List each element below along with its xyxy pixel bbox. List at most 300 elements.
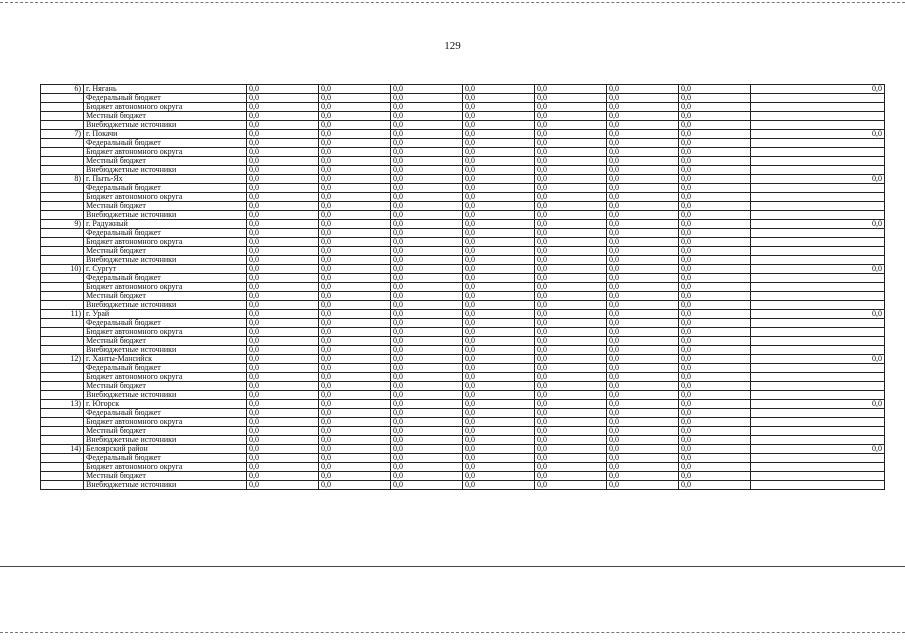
value-cell: 0,0 <box>607 373 679 382</box>
value-cell: 0,0 <box>391 166 463 175</box>
table-row-source <box>41 121 885 130</box>
value-cell: 0,0 <box>391 229 463 238</box>
total-cell: 0,0 <box>751 130 885 139</box>
value-cell: 0,0 <box>535 94 607 103</box>
row-number-empty <box>41 472 84 481</box>
table-row-municipality <box>41 175 885 184</box>
value-cell: 0,0 <box>247 454 319 463</box>
table-row-source <box>41 166 885 175</box>
value-cell: 0,0 <box>679 346 751 355</box>
value-cell: 0,0 <box>607 418 679 427</box>
value-cell: 0,0 <box>607 103 679 112</box>
row-number-empty <box>41 238 84 247</box>
funding-source-label: Местный бюджет <box>84 427 247 436</box>
total-cell-empty <box>751 418 885 427</box>
value-cell: 0,0 <box>463 139 535 148</box>
value-cell: 0,0 <box>391 373 463 382</box>
value-cell: 0,0 <box>391 427 463 436</box>
value-cell: 0,0 <box>247 400 319 409</box>
value-cell: 0,0 <box>463 220 535 229</box>
total-cell-empty <box>751 148 885 157</box>
value-cell: 0,0 <box>607 274 679 283</box>
value-cell: 0,0 <box>607 94 679 103</box>
value-cell: 0,0 <box>535 202 607 211</box>
value-cell: 0,0 <box>535 319 607 328</box>
table-row-source <box>41 193 885 202</box>
value-cell: 0,0 <box>535 139 607 148</box>
value-cell: 0,0 <box>535 409 607 418</box>
value-cell: 0,0 <box>607 121 679 130</box>
value-cell: 0,0 <box>679 202 751 211</box>
value-cell: 0,0 <box>391 139 463 148</box>
funding-source-label: Внебюджетные источники <box>84 166 247 175</box>
value-cell: 0,0 <box>247 283 319 292</box>
value-cell: 0,0 <box>247 130 319 139</box>
value-cell: 0,0 <box>247 391 319 400</box>
value-cell: 0,0 <box>679 238 751 247</box>
table-row-source <box>41 112 885 121</box>
table-row-municipality <box>41 400 885 409</box>
value-cell: 0,0 <box>679 409 751 418</box>
page-number: 129 <box>444 40 461 52</box>
value-cell: 0,0 <box>247 409 319 418</box>
value-cell: 0,0 <box>463 193 535 202</box>
value-cell: 0,0 <box>535 157 607 166</box>
table-row-source <box>41 481 885 490</box>
table-row-source <box>41 436 885 445</box>
value-cell: 0,0 <box>319 355 391 364</box>
value-cell: 0,0 <box>463 481 535 490</box>
value-cell: 0,0 <box>391 364 463 373</box>
municipality-name: г. Покачи <box>84 130 247 139</box>
value-cell: 0,0 <box>391 184 463 193</box>
value-cell: 0,0 <box>391 130 463 139</box>
total-cell-empty <box>751 364 885 373</box>
value-cell: 0,0 <box>319 166 391 175</box>
total-cell: 0,0 <box>751 310 885 319</box>
value-cell: 0,0 <box>607 337 679 346</box>
table-row-source <box>41 337 885 346</box>
value-cell: 0,0 <box>535 472 607 481</box>
value-cell: 0,0 <box>607 283 679 292</box>
value-cell: 0,0 <box>247 103 319 112</box>
row-number-empty <box>41 454 84 463</box>
value-cell: 0,0 <box>535 346 607 355</box>
total-cell-empty <box>751 94 885 103</box>
value-cell: 0,0 <box>391 283 463 292</box>
scan-edge-bottom <box>0 632 905 633</box>
value-cell: 0,0 <box>607 463 679 472</box>
row-number-empty <box>41 481 84 490</box>
row-number: 13) <box>41 400 84 409</box>
funding-source-label: Внебюджетные источники <box>84 256 247 265</box>
table-row-source <box>41 319 885 328</box>
value-cell: 0,0 <box>679 319 751 328</box>
value-cell: 0,0 <box>607 454 679 463</box>
funding-source-label: Бюджет автономного округа <box>84 373 247 382</box>
value-cell: 0,0 <box>463 472 535 481</box>
row-number-empty <box>41 193 84 202</box>
value-cell: 0,0 <box>319 409 391 418</box>
value-cell: 0,0 <box>679 166 751 175</box>
value-cell: 0,0 <box>535 373 607 382</box>
value-cell: 0,0 <box>607 427 679 436</box>
value-cell: 0,0 <box>535 310 607 319</box>
value-cell: 0,0 <box>319 247 391 256</box>
total-cell-empty <box>751 238 885 247</box>
value-cell: 0,0 <box>463 445 535 454</box>
row-number-empty <box>41 427 84 436</box>
table-row-source <box>41 301 885 310</box>
value-cell: 0,0 <box>463 436 535 445</box>
row-number: 14) <box>41 445 84 454</box>
value-cell: 0,0 <box>319 157 391 166</box>
value-cell: 0,0 <box>319 274 391 283</box>
value-cell: 0,0 <box>247 238 319 247</box>
value-cell: 0,0 <box>319 427 391 436</box>
row-number-empty <box>41 256 84 265</box>
value-cell: 0,0 <box>463 211 535 220</box>
value-cell: 0,0 <box>535 427 607 436</box>
value-cell: 0,0 <box>607 346 679 355</box>
value-cell: 0,0 <box>247 112 319 121</box>
total-cell-empty <box>751 211 885 220</box>
value-cell: 0,0 <box>535 481 607 490</box>
value-cell: 0,0 <box>319 373 391 382</box>
value-cell: 0,0 <box>679 301 751 310</box>
row-number-empty <box>41 121 84 130</box>
value-cell: 0,0 <box>391 193 463 202</box>
value-cell: 0,0 <box>463 175 535 184</box>
value-cell: 0,0 <box>247 382 319 391</box>
funding-source-label: Бюджет автономного округа <box>84 463 247 472</box>
value-cell: 0,0 <box>607 193 679 202</box>
value-cell: 0,0 <box>391 391 463 400</box>
value-cell: 0,0 <box>679 256 751 265</box>
value-cell: 0,0 <box>607 202 679 211</box>
value-cell: 0,0 <box>535 400 607 409</box>
funding-source-label: Внебюджетные источники <box>84 346 247 355</box>
value-cell: 0,0 <box>535 364 607 373</box>
funding-source-label: Местный бюджет <box>84 337 247 346</box>
value-cell: 0,0 <box>247 148 319 157</box>
value-cell: 0,0 <box>319 445 391 454</box>
value-cell: 0,0 <box>607 247 679 256</box>
value-cell: 0,0 <box>535 328 607 337</box>
value-cell: 0,0 <box>607 301 679 310</box>
value-cell: 0,0 <box>319 310 391 319</box>
value-cell: 0,0 <box>679 103 751 112</box>
value-cell: 0,0 <box>463 157 535 166</box>
value-cell: 0,0 <box>607 391 679 400</box>
value-cell: 0,0 <box>607 292 679 301</box>
row-number-empty <box>41 184 84 193</box>
table-row-source <box>41 391 885 400</box>
value-cell: 0,0 <box>607 319 679 328</box>
value-cell: 0,0 <box>463 112 535 121</box>
value-cell: 0,0 <box>391 274 463 283</box>
value-cell: 0,0 <box>535 112 607 121</box>
value-cell: 0,0 <box>607 229 679 238</box>
value-cell: 0,0 <box>319 418 391 427</box>
value-cell: 0,0 <box>247 247 319 256</box>
total-cell-empty <box>751 427 885 436</box>
total-cell-empty <box>751 184 885 193</box>
total-cell-empty <box>751 463 885 472</box>
value-cell: 0,0 <box>679 292 751 301</box>
value-cell: 0,0 <box>247 481 319 490</box>
table-row-source <box>41 238 885 247</box>
row-number-empty <box>41 301 84 310</box>
total-cell: 0,0 <box>751 265 885 274</box>
value-cell: 0,0 <box>247 157 319 166</box>
funding-source-label: Бюджет автономного округа <box>84 193 247 202</box>
value-cell: 0,0 <box>679 229 751 238</box>
table-body <box>41 85 885 490</box>
value-cell: 0,0 <box>463 301 535 310</box>
row-number-empty <box>41 274 84 283</box>
value-cell: 0,0 <box>679 265 751 274</box>
value-cell: 0,0 <box>679 472 751 481</box>
row-number-empty <box>41 157 84 166</box>
value-cell: 0,0 <box>607 445 679 454</box>
total-cell-empty <box>751 103 885 112</box>
funding-source-label: Федеральный бюджет <box>84 319 247 328</box>
table-row-source <box>41 139 885 148</box>
value-cell: 0,0 <box>535 103 607 112</box>
value-cell: 0,0 <box>679 481 751 490</box>
table-row-municipality <box>41 310 885 319</box>
value-cell: 0,0 <box>319 202 391 211</box>
value-cell: 0,0 <box>607 148 679 157</box>
value-cell: 0,0 <box>535 418 607 427</box>
row-number: 9) <box>41 220 84 229</box>
value-cell: 0,0 <box>319 391 391 400</box>
table-row-municipality <box>41 355 885 364</box>
value-cell: 0,0 <box>679 337 751 346</box>
value-cell: 0,0 <box>391 292 463 301</box>
value-cell: 0,0 <box>607 256 679 265</box>
value-cell: 0,0 <box>463 310 535 319</box>
value-cell: 0,0 <box>679 418 751 427</box>
value-cell: 0,0 <box>247 256 319 265</box>
total-cell-empty <box>751 166 885 175</box>
row-number-empty <box>41 148 84 157</box>
value-cell: 0,0 <box>679 400 751 409</box>
value-cell: 0,0 <box>679 328 751 337</box>
value-cell: 0,0 <box>319 85 391 94</box>
value-cell: 0,0 <box>391 472 463 481</box>
table-row-source <box>41 148 885 157</box>
total-cell-empty <box>751 301 885 310</box>
value-cell: 0,0 <box>247 139 319 148</box>
value-cell: 0,0 <box>463 454 535 463</box>
funding-source-label: Федеральный бюджет <box>84 364 247 373</box>
total-cell: 0,0 <box>751 445 885 454</box>
value-cell: 0,0 <box>607 175 679 184</box>
value-cell: 0,0 <box>607 472 679 481</box>
value-cell: 0,0 <box>679 148 751 157</box>
value-cell: 0,0 <box>463 229 535 238</box>
funding-source-label: Местный бюджет <box>84 247 247 256</box>
value-cell: 0,0 <box>247 175 319 184</box>
value-cell: 0,0 <box>247 229 319 238</box>
value-cell: 0,0 <box>247 346 319 355</box>
value-cell: 0,0 <box>535 130 607 139</box>
value-cell: 0,0 <box>391 328 463 337</box>
value-cell: 0,0 <box>319 364 391 373</box>
value-cell: 0,0 <box>463 166 535 175</box>
value-cell: 0,0 <box>319 472 391 481</box>
table-row-source <box>41 454 885 463</box>
municipality-name: г. Ханты-Мансийск <box>84 355 247 364</box>
value-cell: 0,0 <box>535 229 607 238</box>
funding-source-label: Местный бюджет <box>84 292 247 301</box>
scan-edge-top <box>0 2 905 3</box>
value-cell: 0,0 <box>463 337 535 346</box>
value-cell: 0,0 <box>607 220 679 229</box>
row-number: 8) <box>41 175 84 184</box>
value-cell: 0,0 <box>391 301 463 310</box>
municipality-name: г. Пыть-Ях <box>84 175 247 184</box>
value-cell: 0,0 <box>535 391 607 400</box>
row-number-empty <box>41 94 84 103</box>
budget-table <box>40 84 885 490</box>
value-cell: 0,0 <box>247 319 319 328</box>
value-cell: 0,0 <box>535 463 607 472</box>
value-cell: 0,0 <box>319 400 391 409</box>
value-cell: 0,0 <box>247 85 319 94</box>
value-cell: 0,0 <box>607 112 679 121</box>
value-cell: 0,0 <box>535 436 607 445</box>
value-cell: 0,0 <box>319 292 391 301</box>
value-cell: 0,0 <box>679 364 751 373</box>
table-row-source <box>41 256 885 265</box>
value-cell: 0,0 <box>463 184 535 193</box>
value-cell: 0,0 <box>463 247 535 256</box>
value-cell: 0,0 <box>319 94 391 103</box>
row-number-empty <box>41 319 84 328</box>
value-cell: 0,0 <box>391 157 463 166</box>
total-cell-empty <box>751 454 885 463</box>
table-row-source <box>41 157 885 166</box>
row-number-empty <box>41 436 84 445</box>
value-cell: 0,0 <box>391 103 463 112</box>
funding-source-label: Бюджет автономного округа <box>84 103 247 112</box>
total-cell-empty <box>751 391 885 400</box>
municipality-name: г. Югорск <box>84 400 247 409</box>
value-cell: 0,0 <box>679 94 751 103</box>
value-cell: 0,0 <box>391 265 463 274</box>
value-cell: 0,0 <box>607 166 679 175</box>
value-cell: 0,0 <box>391 382 463 391</box>
value-cell: 0,0 <box>463 373 535 382</box>
value-cell: 0,0 <box>319 436 391 445</box>
total-cell-empty <box>751 292 885 301</box>
value-cell: 0,0 <box>319 148 391 157</box>
value-cell: 0,0 <box>463 355 535 364</box>
value-cell: 0,0 <box>247 463 319 472</box>
value-cell: 0,0 <box>463 463 535 472</box>
value-cell: 0,0 <box>247 166 319 175</box>
value-cell: 0,0 <box>535 166 607 175</box>
row-number-empty <box>41 112 84 121</box>
table-row-source <box>41 211 885 220</box>
value-cell: 0,0 <box>391 94 463 103</box>
value-cell: 0,0 <box>463 130 535 139</box>
total-cell: 0,0 <box>751 175 885 184</box>
value-cell: 0,0 <box>247 355 319 364</box>
row-number: 11) <box>41 310 84 319</box>
row-number: 6) <box>41 85 84 94</box>
value-cell: 0,0 <box>679 184 751 193</box>
value-cell: 0,0 <box>319 319 391 328</box>
value-cell: 0,0 <box>391 175 463 184</box>
funding-source-label: Бюджет автономного округа <box>84 283 247 292</box>
total-cell-empty <box>751 202 885 211</box>
funding-source-label: Федеральный бюджет <box>84 409 247 418</box>
value-cell: 0,0 <box>535 220 607 229</box>
total-cell-empty <box>751 337 885 346</box>
total-cell-empty <box>751 373 885 382</box>
table-row-source <box>41 382 885 391</box>
value-cell: 0,0 <box>535 445 607 454</box>
value-cell: 0,0 <box>679 112 751 121</box>
funding-source-label: Местный бюджет <box>84 157 247 166</box>
value-cell: 0,0 <box>679 130 751 139</box>
value-cell: 0,0 <box>247 427 319 436</box>
value-cell: 0,0 <box>319 283 391 292</box>
value-cell: 0,0 <box>535 301 607 310</box>
table-row-municipality <box>41 220 885 229</box>
value-cell: 0,0 <box>535 292 607 301</box>
row-number: 7) <box>41 130 84 139</box>
value-cell: 0,0 <box>391 337 463 346</box>
value-cell: 0,0 <box>247 211 319 220</box>
value-cell: 0,0 <box>319 211 391 220</box>
value-cell: 0,0 <box>679 121 751 130</box>
value-cell: 0,0 <box>319 346 391 355</box>
value-cell: 0,0 <box>535 382 607 391</box>
value-cell: 0,0 <box>607 400 679 409</box>
table-row-source <box>41 427 885 436</box>
value-cell: 0,0 <box>247 121 319 130</box>
value-cell: 0,0 <box>463 427 535 436</box>
total-cell-empty <box>751 193 885 202</box>
value-cell: 0,0 <box>247 310 319 319</box>
funding-source-label: Бюджет автономного округа <box>84 238 247 247</box>
value-cell: 0,0 <box>319 328 391 337</box>
value-cell: 0,0 <box>319 337 391 346</box>
value-cell: 0,0 <box>463 94 535 103</box>
value-cell: 0,0 <box>607 364 679 373</box>
table-row-source <box>41 328 885 337</box>
scan-fold-line <box>0 566 905 567</box>
value-cell: 0,0 <box>535 355 607 364</box>
table-row-source <box>41 373 885 382</box>
value-cell: 0,0 <box>679 463 751 472</box>
total-cell: 0,0 <box>751 400 885 409</box>
total-cell-empty <box>751 121 885 130</box>
total-cell-empty <box>751 472 885 481</box>
row-number-empty <box>41 373 84 382</box>
value-cell: 0,0 <box>679 220 751 229</box>
value-cell: 0,0 <box>607 436 679 445</box>
funding-source-label: Внебюджетные источники <box>84 436 247 445</box>
value-cell: 0,0 <box>319 481 391 490</box>
value-cell: 0,0 <box>535 193 607 202</box>
funding-source-label: Местный бюджет <box>84 112 247 121</box>
